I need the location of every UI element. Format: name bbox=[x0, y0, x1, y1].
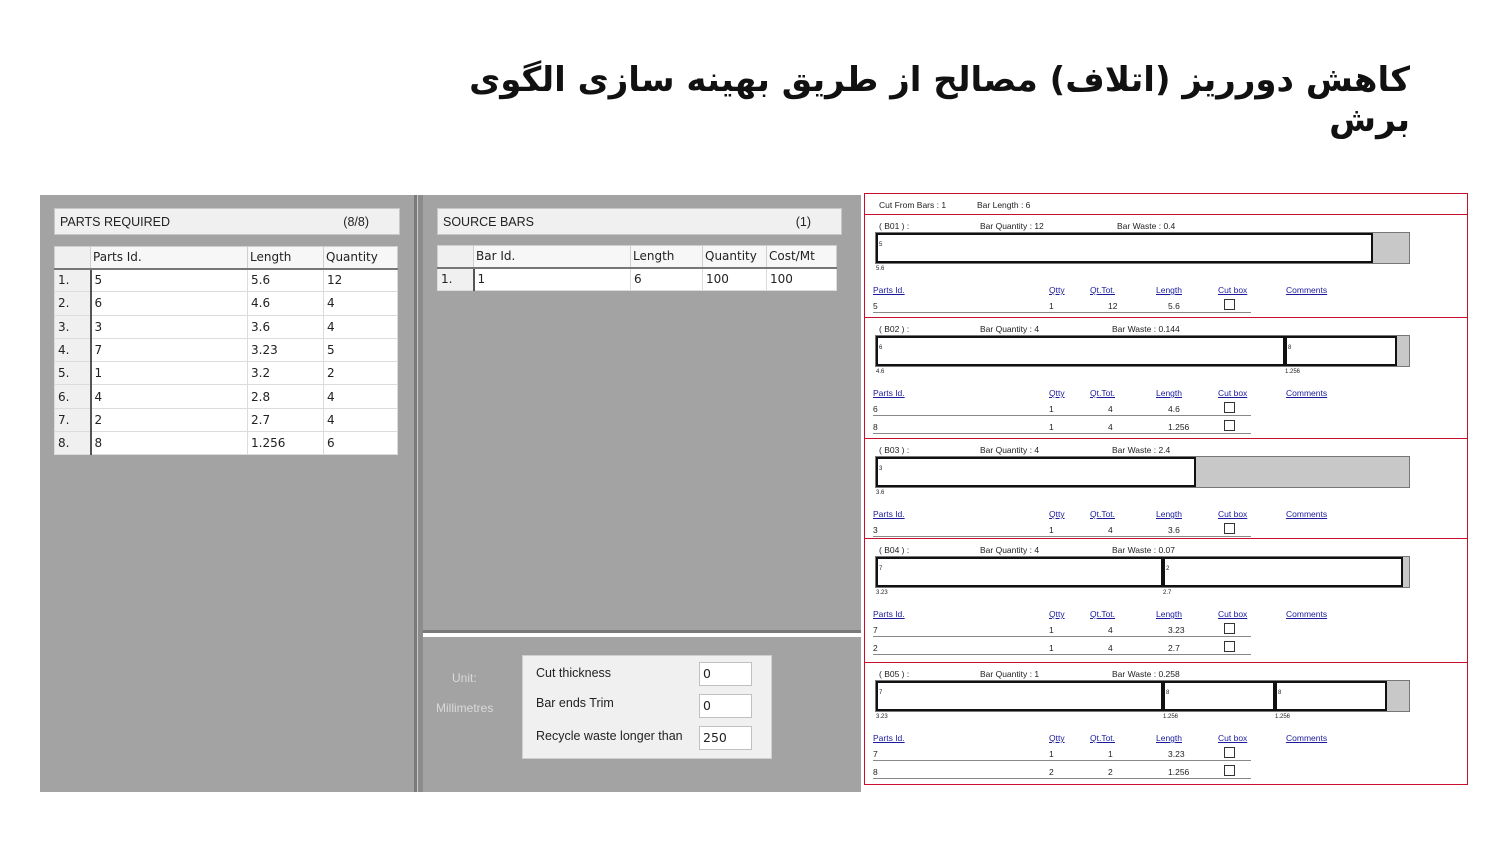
table-row[interactable] bbox=[55, 385, 398, 408]
bar-segment bbox=[1163, 681, 1275, 711]
segment-label: 5 bbox=[879, 242, 883, 248]
bar-id: ( B03 ) : bbox=[879, 445, 910, 455]
recycle-waste-input[interactable]: 250 bbox=[699, 726, 752, 750]
cut-thickness-label: Cut thickness bbox=[536, 666, 612, 680]
row-index[interactable]: 6. bbox=[55, 385, 91, 408]
table-row[interactable] bbox=[55, 292, 398, 315]
row-index-header bbox=[55, 247, 91, 269]
bar-waste: Bar Waste : 0.4 bbox=[1117, 221, 1176, 231]
cell-length[interactable]: 2.7 bbox=[248, 408, 324, 431]
header-length: Length bbox=[1156, 285, 1182, 295]
header-qt-tot: Qt.Tot. bbox=[1090, 509, 1116, 519]
header-comments: Comments bbox=[1286, 388, 1328, 398]
header-qt-tot: Qt.Tot. bbox=[1090, 388, 1116, 398]
bar-block bbox=[864, 539, 1468, 663]
cell-quantity[interactable]: 6 bbox=[324, 432, 398, 455]
row-length: 3.6 bbox=[1168, 525, 1180, 535]
unit-label: Unit: bbox=[452, 671, 477, 685]
cut-box-checkbox[interactable] bbox=[1224, 623, 1235, 634]
cell-quantity[interactable]: 100 bbox=[703, 268, 767, 291]
row-length: 3.23 bbox=[1168, 749, 1185, 759]
cell-quantity[interactable]: 4 bbox=[324, 315, 398, 338]
parts-required-title: PARTS REQUIRED bbox=[60, 215, 170, 229]
bar-segment bbox=[1285, 336, 1397, 366]
header-cut-box: Cut box bbox=[1218, 509, 1248, 519]
header-qtty: Qtty bbox=[1049, 388, 1065, 398]
row-divider bbox=[873, 433, 1251, 434]
segment-label: 6 bbox=[879, 345, 883, 351]
cell-parts-id[interactable]: 2 bbox=[91, 408, 248, 431]
row-part-id: 8 bbox=[873, 767, 878, 777]
row-length: 5.6 bbox=[1168, 301, 1180, 311]
source-bars-count: (1) bbox=[795, 215, 811, 229]
cell-length[interactable]: 1.256 bbox=[248, 432, 324, 455]
table-row[interactable] bbox=[55, 269, 398, 292]
bar-quantity: Bar Quantity : 4 bbox=[980, 324, 1040, 334]
row-part-id: 7 bbox=[873, 749, 878, 759]
row-qt-tot: 12 bbox=[1108, 301, 1118, 311]
bar-ends-trim-input[interactable]: 0 bbox=[699, 694, 752, 718]
source-bars-table[interactable] bbox=[437, 245, 837, 291]
cell-quantity[interactable]: 4 bbox=[324, 408, 398, 431]
segment-length-label: 1.256 bbox=[1275, 714, 1291, 720]
cell-quantity[interactable]: 5 bbox=[324, 338, 398, 361]
header-qt-tot: Qt.Tot. bbox=[1090, 285, 1116, 295]
bar-segment bbox=[876, 336, 1285, 366]
row-length: 2.7 bbox=[1168, 643, 1180, 653]
segment-length-label: 4.6 bbox=[876, 369, 885, 375]
bar-waste: Bar Waste : 2.4 bbox=[1112, 445, 1171, 455]
header-length: Length bbox=[1156, 609, 1182, 619]
header-length: Length bbox=[1156, 388, 1182, 398]
header-length: Length bbox=[1156, 509, 1182, 519]
segment-length-label: 3.23 bbox=[876, 590, 888, 596]
row-qtty: 1 bbox=[1049, 525, 1054, 535]
row-index[interactable]: 1. bbox=[438, 268, 474, 291]
row-divider bbox=[873, 636, 1251, 637]
cell-bar-id[interactable]: 1 bbox=[474, 268, 631, 291]
row-index-header bbox=[438, 246, 474, 268]
parts-table[interactable] bbox=[54, 246, 398, 455]
segment-label: 7 bbox=[879, 566, 883, 572]
bar-length: Bar Length : 6 bbox=[977, 200, 1031, 210]
header-parts-id: Parts Id. bbox=[873, 388, 905, 398]
row-divider bbox=[873, 654, 1251, 655]
segment-label: 7 bbox=[879, 690, 883, 696]
header-qt-tot: Qt.Tot. bbox=[1090, 609, 1116, 619]
slide-title: کاهش دورریز (اتلاف) مصالح از طریق بهینه سازی الگوی برش bbox=[469, 60, 1410, 140]
header-qtty: Qtty bbox=[1049, 285, 1065, 295]
segment-length-label: 5.6 bbox=[876, 266, 885, 272]
bar-diagram bbox=[875, 335, 1410, 367]
col-quantity[interactable]: Quantity bbox=[324, 247, 398, 269]
cell-length[interactable]: 3.2 bbox=[248, 362, 324, 385]
col-bar-id[interactable]: Bar Id. bbox=[474, 246, 631, 268]
bar-quantity: Bar Quantity : 4 bbox=[980, 545, 1040, 555]
row-qtty: 1 bbox=[1049, 301, 1054, 311]
row-divider bbox=[873, 778, 1251, 779]
cell-parts-id[interactable]: 4 bbox=[91, 385, 248, 408]
cut-box-checkbox[interactable] bbox=[1224, 402, 1235, 413]
cell-quantity[interactable]: 4 bbox=[324, 292, 398, 315]
row-qtty: 1 bbox=[1049, 643, 1054, 653]
bar-segment bbox=[876, 233, 1373, 263]
col-quantity[interactable]: Quantity bbox=[703, 246, 767, 268]
bar-waste: Bar Waste : 0.144 bbox=[1112, 324, 1180, 334]
row-qt-tot: 4 bbox=[1108, 422, 1113, 432]
bar-segment bbox=[1275, 681, 1387, 711]
row-length: 1.256 bbox=[1168, 767, 1190, 777]
cell-length[interactable]: 6 bbox=[631, 268, 703, 291]
row-length: 4.6 bbox=[1168, 404, 1180, 414]
cut-box-checkbox[interactable] bbox=[1224, 523, 1235, 534]
row-qt-tot: 1 bbox=[1108, 749, 1113, 759]
segment-label: 2 bbox=[1166, 566, 1170, 572]
segment-label: 8 bbox=[1288, 345, 1292, 351]
cell-parts-id[interactable]: 8 bbox=[91, 432, 248, 455]
row-length: 3.23 bbox=[1168, 625, 1185, 635]
bar-id: ( B05 ) : bbox=[879, 669, 910, 679]
segment-label: 8 bbox=[1166, 690, 1170, 696]
cut-box-checkbox[interactable] bbox=[1224, 765, 1235, 776]
bar-block bbox=[864, 318, 1468, 439]
row-part-id: 8 bbox=[873, 422, 878, 432]
row-index[interactable]: 2. bbox=[55, 292, 91, 315]
table-row[interactable] bbox=[55, 432, 398, 455]
header-cut-box: Cut box bbox=[1218, 733, 1248, 743]
header-qt-tot: Qt.Tot. bbox=[1090, 733, 1116, 743]
parts-required-count: (8/8) bbox=[343, 215, 369, 229]
settings-box bbox=[522, 655, 772, 759]
bar-diagram bbox=[875, 556, 1410, 588]
header-qtty: Qtty bbox=[1049, 609, 1065, 619]
bar-diagram bbox=[875, 456, 1410, 488]
segment-length-label: 1.256 bbox=[1163, 714, 1179, 720]
cut-box-checkbox[interactable] bbox=[1224, 747, 1235, 758]
cell-quantity[interactable]: 12 bbox=[324, 269, 398, 292]
row-index[interactable]: 1. bbox=[55, 269, 91, 292]
bar-id: ( B02 ) : bbox=[879, 324, 910, 334]
col-parts-id[interactable]: Parts Id. bbox=[91, 247, 248, 269]
bar-segment bbox=[1163, 557, 1403, 587]
recycle-waste-label: Recycle waste longer than bbox=[536, 729, 683, 743]
report-summary bbox=[864, 193, 1468, 215]
unit-value: Millimetres bbox=[436, 701, 494, 715]
header-comments: Comments bbox=[1286, 733, 1328, 743]
header-cut-box: Cut box bbox=[1218, 388, 1248, 398]
row-index[interactable]: 5. bbox=[55, 362, 91, 385]
header-length: Length bbox=[1156, 733, 1182, 743]
bar-quantity: Bar Quantity : 1 bbox=[980, 669, 1040, 679]
row-index[interactable]: 4. bbox=[55, 338, 91, 361]
header-comments: Comments bbox=[1286, 285, 1328, 295]
cut-box-checkbox[interactable] bbox=[1224, 299, 1235, 310]
cell-parts-id[interactable]: 1 bbox=[91, 362, 248, 385]
row-qtty: 1 bbox=[1049, 422, 1054, 432]
bar-segment bbox=[876, 457, 1196, 487]
row-qtty: 1 bbox=[1049, 625, 1054, 635]
row-qt-tot: 4 bbox=[1108, 643, 1113, 653]
table-row[interactable] bbox=[438, 268, 837, 291]
source-bars-title: SOURCE BARS bbox=[443, 215, 534, 229]
bar-quantity: Bar Quantity : 4 bbox=[980, 445, 1040, 455]
col-length[interactable]: Length bbox=[631, 246, 703, 268]
table-row[interactable] bbox=[55, 362, 398, 385]
row-qt-tot: 4 bbox=[1108, 525, 1113, 535]
row-divider bbox=[873, 312, 1251, 313]
row-qt-tot: 4 bbox=[1108, 625, 1113, 635]
header-qtty: Qtty bbox=[1049, 509, 1065, 519]
source-bars-header bbox=[437, 208, 842, 235]
bar-block bbox=[864, 439, 1468, 539]
row-part-id: 6 bbox=[873, 404, 878, 414]
cut-from-bars: Cut From Bars : 1 bbox=[879, 200, 947, 210]
header-comments: Comments bbox=[1286, 609, 1328, 619]
row-qtty: 1 bbox=[1049, 749, 1054, 759]
cell-length[interactable]: 2.8 bbox=[248, 385, 324, 408]
segment-label: 8 bbox=[1278, 690, 1282, 696]
header-cut-box: Cut box bbox=[1218, 285, 1248, 295]
table-row[interactable] bbox=[55, 408, 398, 431]
cell-parts-id[interactable]: 6 bbox=[91, 292, 248, 315]
col-cost[interactable]: Cost/Mt bbox=[767, 246, 837, 268]
cell-length[interactable]: 3.23 bbox=[248, 338, 324, 361]
row-part-id: 2 bbox=[873, 643, 878, 653]
segment-length-label: 2.7 bbox=[1163, 590, 1172, 596]
row-part-id: 7 bbox=[873, 625, 878, 635]
bar-diagram bbox=[875, 232, 1410, 264]
row-length: 1.256 bbox=[1168, 422, 1190, 432]
cut-box-checkbox[interactable] bbox=[1224, 420, 1235, 431]
parts-required-header bbox=[54, 208, 400, 235]
row-qtty: 2 bbox=[1049, 767, 1054, 777]
header-cut-box: Cut box bbox=[1218, 609, 1248, 619]
cell-cost[interactable]: 100 bbox=[767, 268, 837, 291]
cell-parts-id[interactable]: 3 bbox=[91, 315, 248, 338]
bar-block bbox=[864, 215, 1468, 318]
segment-label: 3 bbox=[879, 466, 883, 472]
header-parts-id: Parts Id. bbox=[873, 285, 905, 295]
bar-segment bbox=[876, 681, 1163, 711]
row-divider bbox=[873, 760, 1251, 761]
cell-parts-id[interactable]: 5 bbox=[91, 269, 248, 292]
row-qtty: 1 bbox=[1049, 404, 1054, 414]
header-parts-id: Parts Id. bbox=[873, 609, 905, 619]
cell-length[interactable]: 5.6 bbox=[248, 269, 324, 292]
cell-length[interactable]: 4.6 bbox=[248, 292, 324, 315]
segment-length-label: 1.256 bbox=[1285, 369, 1301, 375]
bar-block bbox=[864, 663, 1468, 785]
header-parts-id: Parts Id. bbox=[873, 509, 905, 519]
cell-quantity[interactable]: 2 bbox=[324, 362, 398, 385]
row-qt-tot: 4 bbox=[1108, 404, 1113, 414]
bar-waste: Bar Waste : 0.258 bbox=[1112, 669, 1180, 679]
bar-segment bbox=[876, 557, 1163, 587]
row-part-id: 3 bbox=[873, 525, 878, 535]
cell-parts-id[interactable]: 7 bbox=[91, 338, 248, 361]
row-index[interactable]: 7. bbox=[55, 408, 91, 431]
cutting-report bbox=[864, 193, 1468, 787]
row-qt-tot: 2 bbox=[1108, 767, 1113, 777]
row-part-id: 5 bbox=[873, 301, 878, 311]
bar-id: ( B04 ) : bbox=[879, 545, 910, 555]
row-divider bbox=[873, 415, 1251, 416]
row-index[interactable]: 8. bbox=[55, 432, 91, 455]
header-comments: Comments bbox=[1286, 509, 1328, 519]
bar-quantity: Bar Quantity : 12 bbox=[980, 221, 1044, 231]
header-parts-id: Parts Id. bbox=[873, 733, 905, 743]
cut-thickness-input[interactable]: 0 bbox=[699, 662, 752, 686]
cell-length[interactable]: 3.6 bbox=[248, 315, 324, 338]
bar-diagram bbox=[875, 680, 1410, 712]
cut-box-checkbox[interactable] bbox=[1224, 641, 1235, 652]
bar-ends-trim-label: Bar ends Trim bbox=[536, 696, 614, 710]
table-row[interactable] bbox=[55, 315, 398, 338]
bar-waste: Bar Waste : 0.07 bbox=[1112, 545, 1175, 555]
segment-length-label: 3.6 bbox=[876, 490, 885, 496]
header-qtty: Qtty bbox=[1049, 733, 1065, 743]
col-length[interactable]: Length bbox=[248, 247, 324, 269]
table-row[interactable] bbox=[55, 338, 398, 361]
row-index[interactable]: 3. bbox=[55, 315, 91, 338]
segment-length-label: 3.23 bbox=[876, 714, 888, 720]
bar-id: ( B01 ) : bbox=[879, 221, 910, 231]
cell-quantity[interactable]: 4 bbox=[324, 385, 398, 408]
row-divider bbox=[873, 536, 1251, 537]
